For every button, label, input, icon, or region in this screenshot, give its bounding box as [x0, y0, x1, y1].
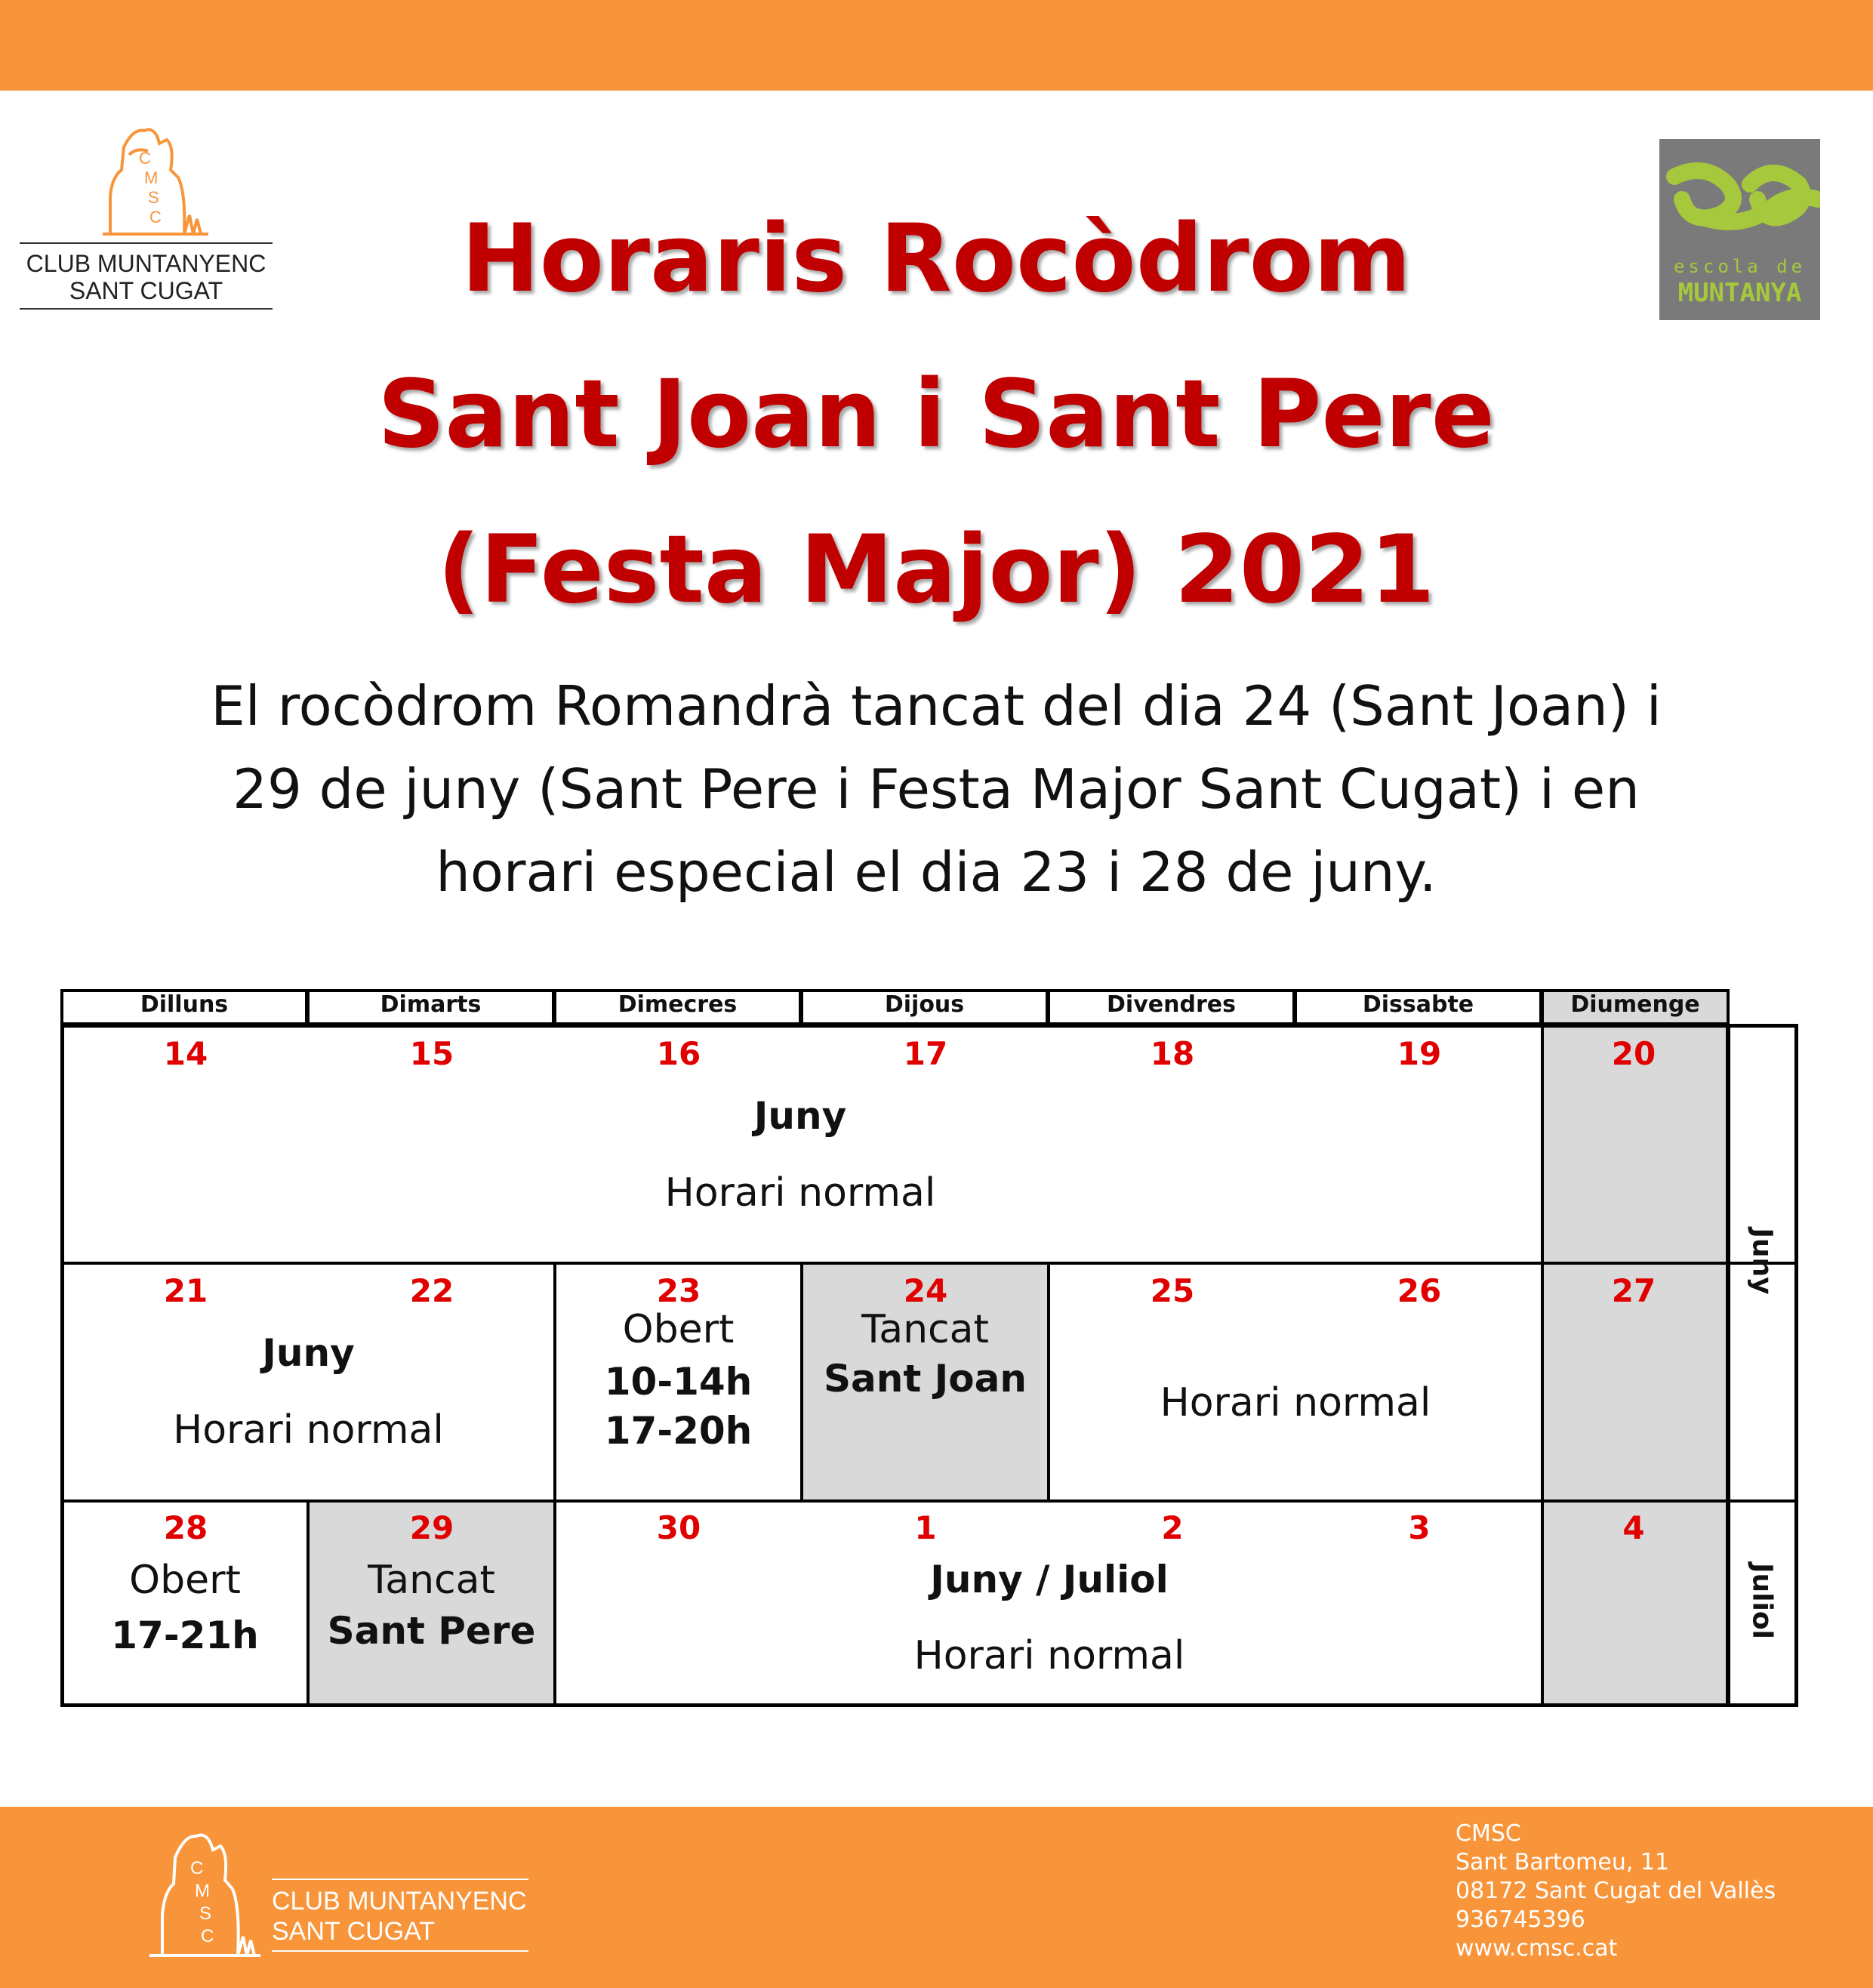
- day-number: 28: [163, 1509, 208, 1546]
- svg-text:M: M: [195, 1881, 210, 1901]
- header-dissabte: Dissabte: [1294, 989, 1542, 1025]
- day-number: 27: [1611, 1272, 1656, 1309]
- top-orange-bar: [0, 0, 1873, 91]
- day-number: 15: [409, 1035, 454, 1072]
- address-phone: 936745396: [1456, 1906, 1585, 1933]
- logo-escola-de: escola de: [1673, 256, 1807, 277]
- header-diumenge: Diumenge: [1541, 989, 1730, 1025]
- day-number: 1: [914, 1509, 937, 1546]
- day-number: 21: [163, 1272, 208, 1309]
- intro-text: [75, 664, 1797, 914]
- address-street: Sant Bartomeu, 11: [1456, 1849, 1670, 1876]
- sunday-divider: [1541, 1024, 1544, 1707]
- svg-text:S: S: [148, 188, 159, 207]
- header-dilluns: Dilluns: [60, 989, 308, 1025]
- day-number: 29: [409, 1509, 454, 1546]
- day-number: 14: [163, 1035, 208, 1072]
- week2-schedule: Horari normal: [173, 1407, 444, 1453]
- knot-logo-icon: [1659, 154, 1820, 252]
- day28-status: Obert: [129, 1558, 241, 1603]
- day24-name: Sant Joan: [824, 1357, 1027, 1401]
- side-label-juny: Juny: [1746, 1228, 1778, 1295]
- day-number: 16: [656, 1035, 701, 1072]
- day-number: 22: [409, 1272, 454, 1309]
- col-divider-mon-tue: [307, 1499, 310, 1707]
- day-number: 4: [1622, 1509, 1645, 1546]
- day23-hours-2: 17-20h: [604, 1409, 753, 1453]
- header-dimarts: Dimarts: [307, 989, 555, 1025]
- header-dijous: Dijous: [800, 989, 1049, 1025]
- intro-line-3: horari especial el dia 23 i 28 de juny.: [436, 840, 1437, 904]
- escola-muntanya-logo: [1659, 139, 1820, 320]
- logo-text-line1: CLUB MUNTANYENC: [26, 250, 266, 277]
- day-number: 25: [1150, 1272, 1195, 1309]
- day25-26-schedule: Horari normal: [1160, 1380, 1431, 1426]
- day-number: 24: [903, 1272, 948, 1309]
- week-divider-1: [60, 1262, 1798, 1265]
- week3-schedule: Horari normal: [913, 1633, 1185, 1678]
- day-number: 3: [1408, 1509, 1431, 1546]
- header-divendres: Divendres: [1047, 989, 1295, 1025]
- day23-status: Obert: [622, 1307, 735, 1352]
- side-label-juliol: Juliol: [1746, 1563, 1778, 1639]
- day-number: 26: [1397, 1272, 1442, 1309]
- day-number: 18: [1150, 1035, 1195, 1072]
- day29-status: Tancat: [368, 1558, 495, 1603]
- day-number: 23: [656, 1272, 701, 1309]
- title-line-1: Horaris Rocòdrom: [461, 205, 1412, 313]
- svg-text:C: C: [201, 1926, 214, 1946]
- week3-month-label: Juny / Juliol: [930, 1558, 1169, 1601]
- intro-line-1: El rocòdrom Romandrà tancat del dia 24 (Sant Joan) i: [211, 674, 1662, 738]
- svg-text:S: S: [199, 1903, 212, 1924]
- day28-hours: 17-21h: [111, 1614, 259, 1657]
- week1-schedule: Horari normal: [664, 1170, 936, 1216]
- svg-text:C: C: [139, 149, 151, 168]
- week1-month-label: Juny: [753, 1094, 847, 1138]
- svg-text:C: C: [190, 1858, 204, 1879]
- address-website-link[interactable]: www.cmsc.cat: [1456, 1935, 1618, 1962]
- footer-tower-icon: [143, 1827, 264, 1959]
- day-number: 20: [1611, 1035, 1656, 1072]
- title-line-3: (Festa Major) 2021: [437, 516, 1435, 624]
- footer-logo-line1: CLUB MUNTANYENC: [272, 1887, 527, 1916]
- logo-muntanya: MUNTANYA: [1677, 278, 1802, 308]
- week-divider-2: [60, 1499, 1798, 1503]
- week2-month-label: Juny: [262, 1331, 355, 1375]
- footer-address: [1456, 1820, 1848, 1963]
- logo-text-line2: SANT CUGAT: [69, 277, 223, 304]
- day-number: 2: [1161, 1509, 1184, 1546]
- title-line-2: Sant Joan i Sant Pere: [377, 360, 1495, 469]
- day-number: 30: [656, 1509, 701, 1546]
- intro-line-2: 29 de juny (Sant Pere i Festa Major Sant Cugat) i en: [233, 757, 1640, 821]
- svg-text:M: M: [144, 168, 159, 187]
- day-number: 17: [903, 1035, 948, 1072]
- day-number: 19: [1397, 1035, 1442, 1072]
- address-city: 08172 Sant Cugat del Vallès: [1456, 1878, 1776, 1904]
- day29-name: Sant Pere: [327, 1609, 536, 1653]
- page-title: [272, 181, 1600, 648]
- day23-hours-1: 10-14h: [604, 1360, 753, 1404]
- day24-status: Tancat: [861, 1307, 989, 1352]
- tower-logo-icon: [95, 125, 216, 238]
- footer-logo-line2: SANT CUGAT: [272, 1917, 435, 1946]
- footer-cmsc-logo: [143, 1827, 536, 1978]
- svg-text:C: C: [149, 208, 162, 227]
- cmsc-logo: [20, 125, 273, 313]
- header-dimecres: Dimecres: [553, 989, 802, 1025]
- address-org: CMSC: [1456, 1820, 1521, 1847]
